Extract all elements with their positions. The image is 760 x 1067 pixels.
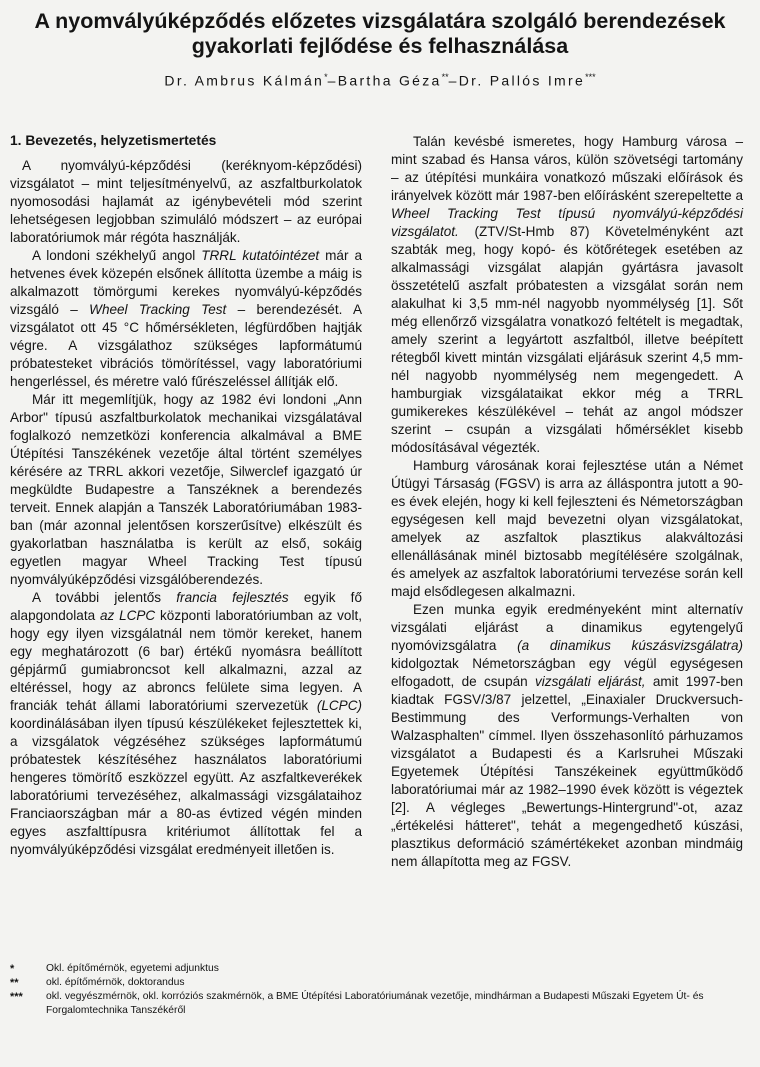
footnote-mark: **: [10, 977, 19, 989]
footnote: [10, 962, 745, 976]
author-separator: –: [448, 72, 459, 89]
text-run: központi laboratóriumban az volt, hogy egy ilyen vizsgálatnál nem tömör kereket, hanem egy meghatározott (6 bar) értékű nyomásra beállított gépjármű gumiabroncsot kell alkalmazni, azzal az eltéréssel, hogy az abroncs felülete sima legyen. A franciák tehát állami laboratóriumi szervezetük: [10, 608, 362, 713]
right-column: [391, 133, 743, 871]
italic-text-run: Wheel Tracking Test típusú nyomvályú-képződési vizsgálatot.: [391, 206, 743, 239]
text-run: egyik fő alapgondolata: [10, 590, 362, 623]
text-run: – berendezését. A vizsgálatot ott 45 °C hőmérsékleten, légfürdőben hajtják végre. A vizsgálathoz szükséges lapformátumú próbatesteket vibrációs tömörítéssel, vagy laboratóriumi hengerléssel, és méretre való fűrészeléssel állítják elő.: [10, 302, 362, 389]
footnote-text: okl. építőmérnök, doktorandus: [46, 977, 185, 988]
italic-text-run: (LCPC): [316, 698, 362, 713]
body-paragraph: [10, 247, 362, 391]
author-footnote-mark: ***: [585, 72, 596, 82]
text-run: Talán kevésbé ismeretes, hogy Hamburg városa – mint szabad és Hansa város, külön szövetségi tartomány – az útépítési munkáira vonatkozó műszaki előírások és irányelvek között már 1987-ben előírásként szerepeltette a: [391, 134, 743, 203]
text-run: A londoni székhelyű angol: [32, 248, 202, 263]
body-paragraph: [10, 391, 362, 589]
text-run: már a hetvenes évek közepén elsőnek állította üzembe a máig is alkalmazott tömörgumi kerekes nyomvályú-képződés vizsgáló –: [10, 248, 362, 317]
text-run: Már itt megemlítjük, hogy az 1982 évi londoni „Ann Arbor" típusú aszfaltburkolatok mechanikai vizsgálatával foglalkozó nemzetközi konferencia alkalmával a BME Útépítési Tanszékének vezetője által történt személyes kérésére az TRRL akkori vezetője, Silwerclef igazgató úr megküldte Budapestre a Tanszéknek a berendezés terveit. Ennek alapján a Tanszék Laboratóriumában 1983-ban (már azonnal jelentősen korszerűsítve) elkészült és gyakorlatban használatba is került az első, sokáig egyetlen magyar Wheel Tracking Test típusú nyomvályúképződési vizsgálóberendezés.: [10, 392, 362, 587]
footnote-text: Okl. építőmérnök, egyetemi adjunktus: [46, 963, 219, 974]
section-heading: 1. Bevezetés, helyzetismertetés: [10, 133, 217, 148]
body-paragraph: [10, 589, 362, 859]
text-run: Ezen munka egyik eredményeként mint alternatív vizsgálati eljárást a dinamikus egytengelyű nyomóvizsgálatra: [391, 602, 743, 653]
text-run: Hamburg városának korai fejlesztése után a Német Útügyi Társaság (FGSV) is arra az álláspontra jutott a 90-es évek elején, hogy ki kell fejleszteni és Németországban egységesen kell majd bevezetni olyan vizsgálatokat, amelyek az aszfaltok plasztikus alakváltozási ellenállásának minél biztosabb megítélésére szolgálnak, és amelyek az aszfaltok laboratóriumi tervezése során kell majd elsődlegesen alkalmazni.: [391, 458, 743, 599]
text-run: (ZTV/St-Hmb 87) Követelményként azt szabták meg, hogy kopó- és kötőrétegek esetében az alkalmassági vizsgálat alapján gyártásra javasolt összetételű aszfalt próbatesten a vizsgálat során nem alakulhat ki 3,5 mm-nél nagyobb nyommélység [1]. Sőt még ellenőrző vizsgálatra vonatkozó feltételt is megadtak, amely szerint a legyártott aszfaltból, illetve beépített rétegből kivett mintán vizsgálati eljárásuk szerint 4,5 mm-nél nagyobb nyommélység nem megengedett. A hamburgiak vizsgálataikat ekkor még a TRRL gumikerekes készülékével – tehát az angol módszer szerint – csupán a vizsgálati hőmérséklet kisebb módosításával végezték.: [391, 224, 743, 455]
author-separator: –: [327, 72, 338, 89]
body-paragraph: [391, 601, 743, 871]
footnote: [10, 990, 745, 1018]
italic-text-run: vizsgálati eljárást,: [535, 674, 646, 689]
left-column: [10, 132, 362, 859]
text-run: koordinálásában ilyen típusú készülékeket fejlesztettek ki, a vizsgálatok végzéséhez szükséges lapformátumú próbatestek készítéséhez használatos laboratóriumi hengeres tömörítő eszközzel együtt. Az aszfaltkeverékek laboratóriumi tervezéséhez, alkalmassági vizsgálataihoz Franciaországban már a 80-as évtized végén minden egyes aszfalttípusra kritériumot állítottak fel a nyomvályúképződési vizsgálat eredményeit illetően is.: [10, 716, 362, 857]
italic-text-run: (a dinamikus kúszásvizsgálatra): [517, 638, 743, 653]
author-name: Dr. Ambrus Kálmán: [164, 72, 325, 89]
text-run: A további jelentős: [32, 590, 177, 605]
text-run: A nyomvályú-képződési (keréknyom-képződési) vizsgálatot – mint teljesítményelvű, az aszfaltburkolatok nyomosodási hajlamát az igénybevételi mód szerint lehetségesen legjobban szimuláló módszert – az európai laboratóriumok már régóta használják.: [10, 158, 362, 245]
left-column-body: [10, 157, 362, 859]
article-title: A nyomvályúképződés előzetes vizsgálatára szolgáló berendezések gyakorlati fejlődése és felhasználása: [34, 9, 726, 58]
text-run: kidolgoztak Németországban egy végül egységesen elfogadott, de csupán: [391, 656, 743, 689]
italic-text-run: francia fejlesztés: [176, 590, 289, 605]
body-paragraph: [391, 457, 743, 601]
author-name: Dr. Pallós Imre: [458, 72, 586, 89]
author-footnote-mark: *: [324, 72, 328, 82]
right-column-body: [391, 133, 743, 871]
footnotes: [10, 962, 745, 1018]
footnote-mark: *: [10, 963, 15, 975]
italic-text-run: TRRL kutatóintézet: [201, 248, 320, 263]
italic-text-run: az LCPC: [99, 608, 156, 623]
footnote-mark: ***: [10, 991, 23, 1003]
body-paragraph: [10, 157, 362, 247]
author-footnote-mark: **: [441, 72, 449, 82]
footnote-text: okl. vegyészmérnök, okl. korróziós szakmérnök, a BME Útépítési Laboratóriumának vezetője, mindhárman a Budapesti Műszaki Egyetem Út- és Forgalomtechnika Tanszékéről: [46, 991, 704, 1016]
italic-text-run: Wheel Tracking Test: [89, 302, 227, 317]
author-line: [20, 72, 740, 89]
body-paragraph: [391, 133, 743, 457]
footnote: [10, 976, 745, 990]
author-name: Bartha Géza: [337, 72, 442, 89]
text-run: amit 1997-ben kiadtak FGSV/3/87 jelzettel, „Einaxialer Druckversuch-Bestimmung des Verformungs-Verhalten von Walzasphalten" címmel. Ilyen összehasonlító párhuzamos vizsgálatot a Budapesti és a Karlsruhei Műszaki Egyetemek Útépítési Tanszékeinek együttműködő laboratóriumai már az 1982–1990 évek között is végeztek [2]. A végleges „Bewertungs-Hintergrund"-ot, azaz „értékelési hátteret", tehát a megengedhető kúszási, plasztikus deformáció számértékeket azonban mindmáig nem állapította meg az FGSV.: [391, 674, 743, 869]
